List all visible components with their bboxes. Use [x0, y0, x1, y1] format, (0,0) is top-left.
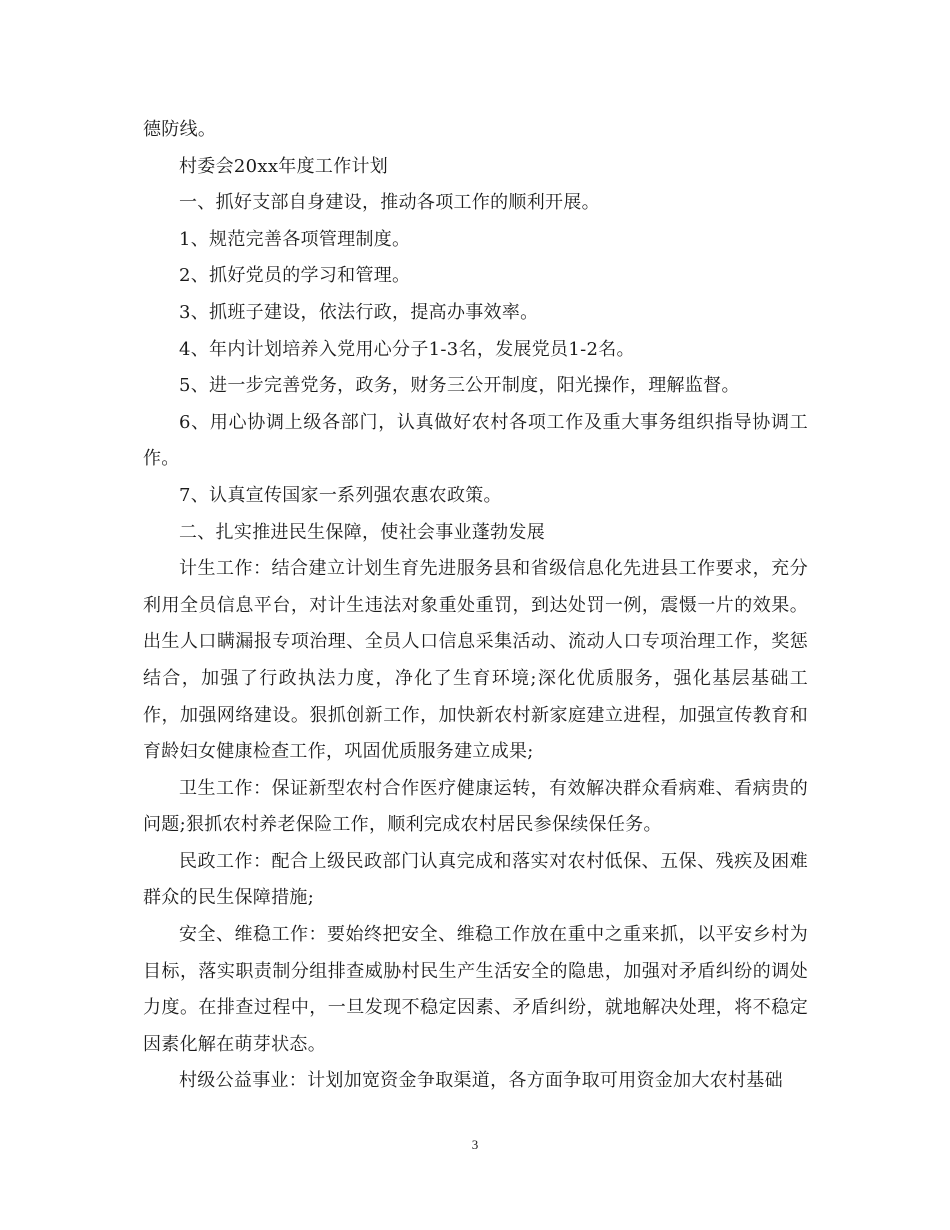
- section-title: 村委会20xx年度工作计划: [179, 155, 389, 177]
- paragraph-safety: 安全、维稳工作：要始终把安全、维稳工作放在重中之重来抓，以平安乡村为目标，落实职责制分组排查威胁村民生产生活安全的隐患，加强对矛盾纠纷的调处力度。在排查过程中，一旦发现不稳定因素、矛盾纠纷，就地解决处理，将不稳定因素化解在萌芽状态。: [143, 924, 808, 1055]
- page-number: 3: [471, 1137, 479, 1152]
- document-body: [143, 112, 808, 1100]
- paragraph-public-welfare: 村级公益事业：计划加宽资金争取渠道，各方面争取可用资金加大农村基础: [179, 1070, 783, 1092]
- list-item: 3、抓班子建设，依法行政，提高办事效率。: [179, 301, 539, 323]
- list-item: 2、抓好党员的学习和管理。: [179, 265, 411, 287]
- heading-2: 二、扎实推进民生保障，使社会事业蓬勃发展: [179, 521, 545, 543]
- list-item: 7、认真宣传国家一系列强农惠农政策。: [179, 484, 502, 506]
- list-item: 5、进一步完善党务，政务，财务三公开制度，阳光操作，理解监督。: [179, 375, 740, 397]
- list-item: 4、年内计划培养入党用心分子1-3名，发展党员1-2名。: [179, 338, 635, 360]
- heading-1: 一、抓好支部自身建设，推动各项工作的顺利开展。: [179, 192, 600, 214]
- paragraph-health: 卫生工作：保证新型农村合作医疗健康运转，有效解决群众看病难、看病贵的问题;狠抓农村养老保险工作，顺利完成农村居民参保续保任务。: [143, 777, 808, 836]
- paragraph-civil-affairs: 民政工作：配合上级民政部门认真完成和落实对农村低保、五保、残疾及困难群众的民生保障措施;: [143, 850, 808, 909]
- paragraph: 德防线。: [143, 119, 217, 140]
- paragraph-family-planning: 计生工作：结合建立计划生育先进服务县和省级信息化先进县工作要求，充分利用全员信息平台，对计生违法对象重处重罚，到达处罚一例，震慑一片的效果。出生人口瞒漏报专项治理、全员人口信息采集活动、流动人口专项治理工作，奖惩结合，加强了行政执法力度，净化了生育环境;深化优质服务，强化基层基础工作，加强网络建设。狠抓创新工作，加快新农村新家庭建立进程，加强宣传教育和育龄妇女健康检查工作，巩固优质服务建立成果;: [143, 558, 808, 763]
- list-item: 1、规范完善各项管理制度。: [179, 228, 411, 250]
- list-item: 6、用心协调上级各部门，认真做好农村各项工作及重大事务组织指导协调工作。: [143, 411, 808, 470]
